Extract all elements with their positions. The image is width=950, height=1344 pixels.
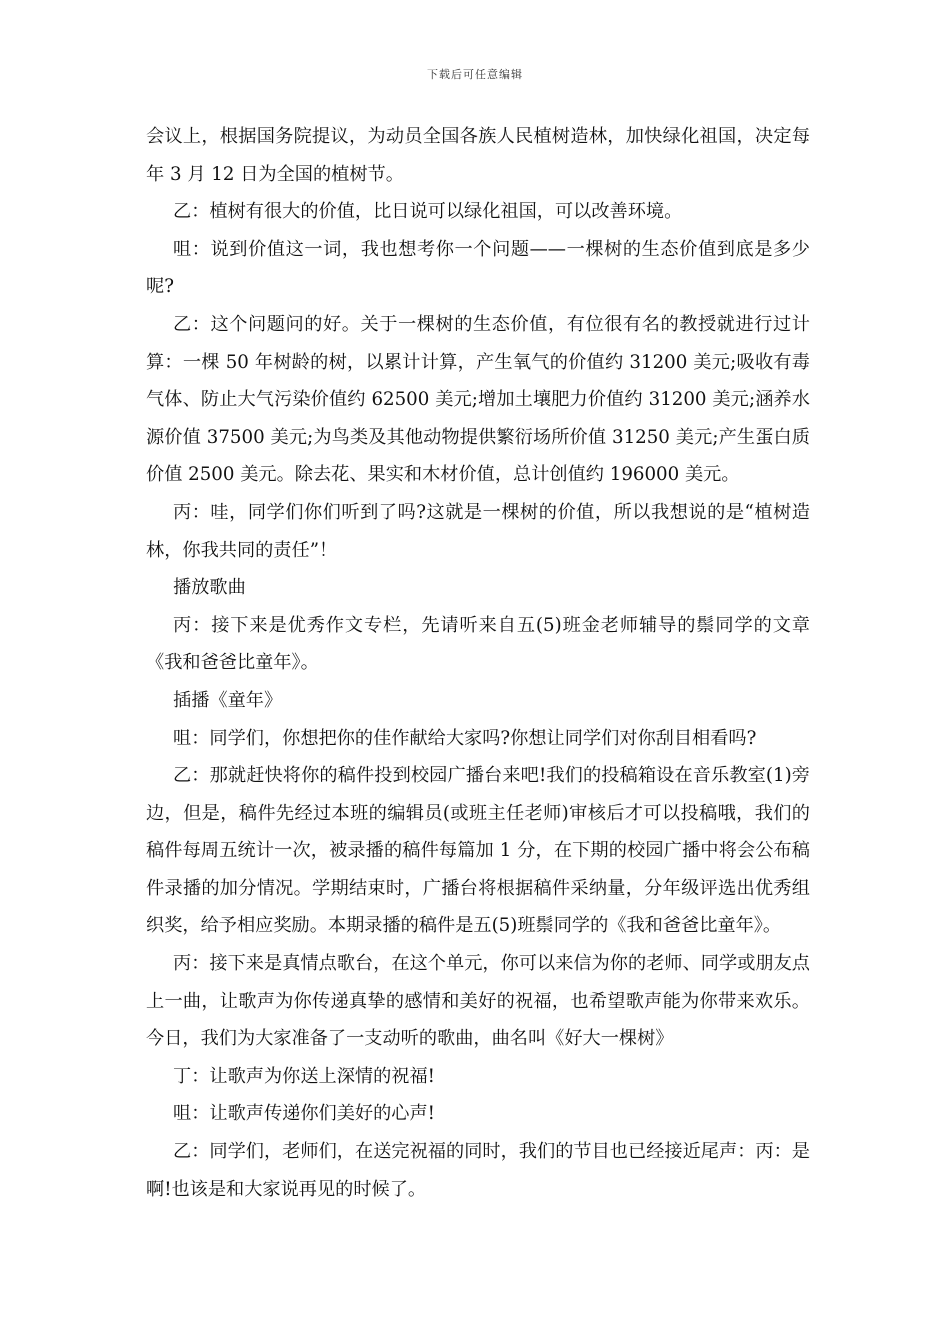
- paragraph: 会议上，根据国务院提议，为动员全国各族人民植树造林，加快绿化祖国，决定每年 3 月 12 日为全国的植树节。: [146, 126, 810, 185]
- paragraph: 乙：这个问题问的好。关于一棵树的生态价值，有位很有名的教授就进行过计算：一棵 50 年树龄的树，以累计计算，产生氧气的价值约 31200 美元;吸收有毒气体、防止大气污染价值约 62500 美元;增加土壤肥力价值约 31200 美元;涵养水源价值 37500 美元;为鸟类及其他动物提供繁衍场所价值 31250 美元;产生蛋白质价值 2500 美元。除去花、果实和木材价值，总计创值约 196000 美元。: [146, 313, 810, 486]
- paragraph: 插播《童年》: [173, 689, 283, 711]
- paragraph: 咀：同学们，你想把你的佳作献给大家吗?你想让同学们对你刮目相看吗?: [173, 727, 757, 749]
- paragraph: 乙：那就赶快将你的稿件投到校园广播台来吧!我们的投稿箱设在音乐教室(1)旁边，但是，稿件先经过本班的编辑员(或班主任老师)审核后才可以投稿哦，我们的稿件每周五统计一次，被录播的稿件每篇加 1 分，在下期的校园广播中将会公布稿件录播的加分情况。学期结束时，广播台将根据稿件采纳量，分年级评选出优秀组织奖，给予相应奖励。本期录播的稿件是五(5)班鬃同学的《我和爸爸比童年》。: [146, 765, 810, 937]
- paragraph: 乙：植树有很大的价值，比日说可以绿化祖国，可以改善环境。: [173, 201, 683, 223]
- paragraph: 播放歌曲: [173, 577, 246, 599]
- paragraph: 丙：哇，同学们你们听到了吗?这就是一棵树的价值，所以我想说的是“植树造林，你我共同的责任”！: [146, 501, 810, 561]
- paragraph: 乙：同学们，老师们，在送完祝福的同时，我们的节目也已经接近尾声：丙：是啊!也该是和大家说再见的时候了。: [146, 1141, 810, 1200]
- paragraph: 咀：说到价值这一词，我也想考你一个问题——一棵树的生态价值到底是多少呢?: [146, 238, 810, 298]
- paragraph: 咀：让歌声传递你们美好的心声!: [173, 1103, 435, 1125]
- paragraph: 丙：接下来是优秀作文专栏，先请听来自五(5)班金老师辅导的鬃同学的文章《我和爸爸比童年》。: [146, 614, 810, 674]
- paragraph: 丙：接下来是真情点歌台，在这个单元，你可以来信为你的老师、同学或朋友点上一曲，让歌声为你传递真挚的感情和美好的祝福，也希望歌声能为你带来欢乐。今日，我们为大家准备了一支动听的歌曲，曲名叫《好大一棵树》: [146, 953, 810, 1050]
- document-body: [146, 118, 810, 1208]
- paragraph: 丁：让歌声为你送上深情的祝福!: [173, 1065, 435, 1087]
- page-header: 下载后可任意编辑: [427, 68, 523, 81]
